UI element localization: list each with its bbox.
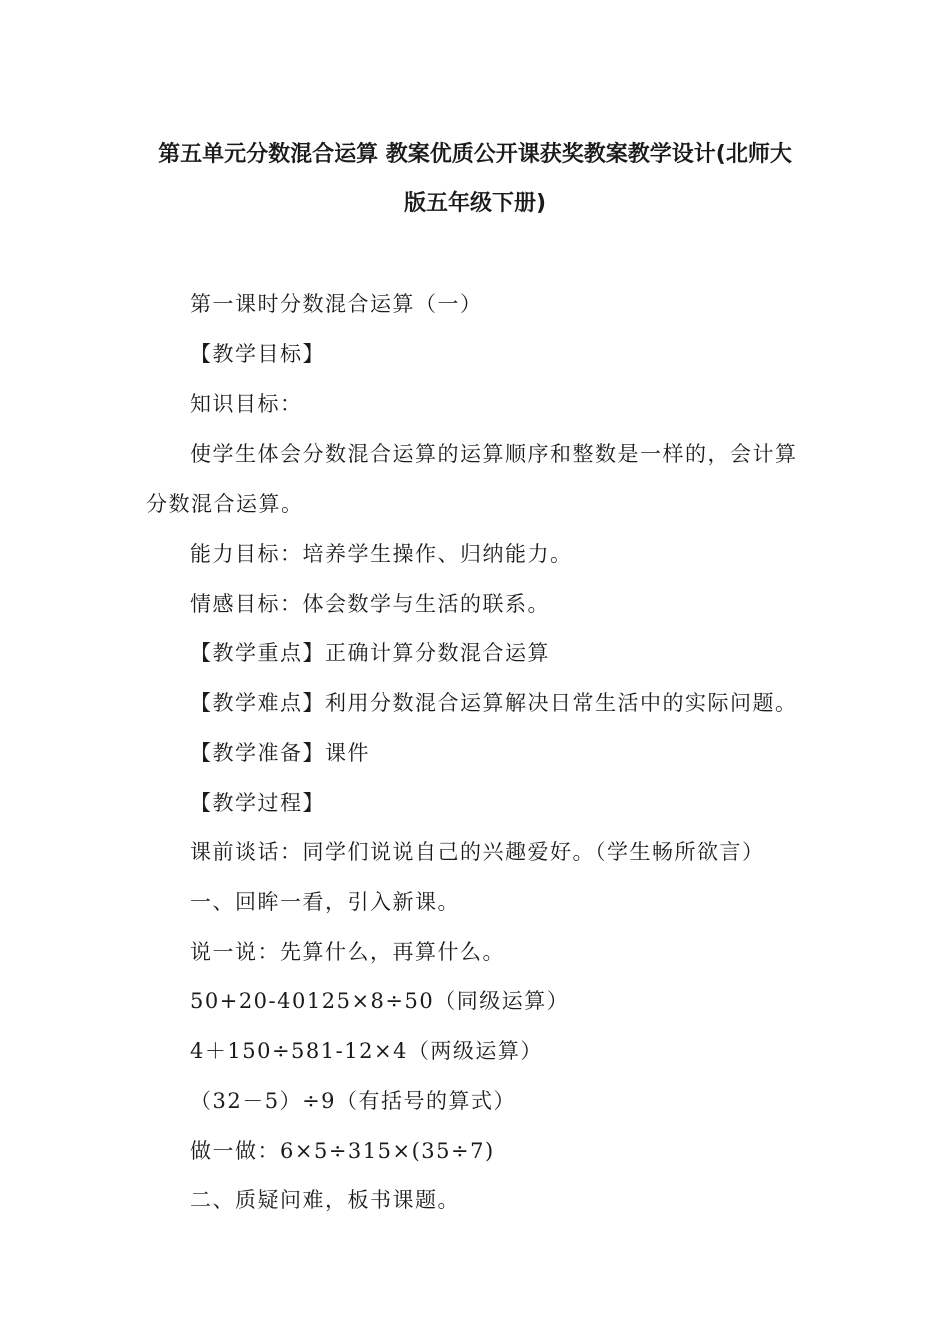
document-title-line-1: 第五单元分数混合运算 教案优质公开课获奖教案教学设计(北师大 [158, 142, 792, 167]
knowledge-goal-label: 知识目标： [190, 392, 303, 416]
document-title-line-2: 版五年级下册) [403, 191, 547, 216]
example-two-level: 4＋150÷581-12×4（两级运算） [190, 1039, 543, 1063]
practice-exercise: 做一做：6×5÷315×(35÷7) [190, 1139, 495, 1163]
example-brackets: （32－5）÷9（有括号的算式） [190, 1089, 517, 1113]
ability-goal: 能力目标：培养学生操作、归纳能力。 [190, 542, 573, 566]
pre-class-talk: 课前谈话：同学们说说自己的兴趣爱好。（学生畅所欲言） [190, 840, 765, 864]
teaching-focus: 【教学重点】正确计算分数混合运算 [190, 641, 550, 665]
example-same-level: 50+20-40125×8÷50（同级运算） [190, 989, 570, 1013]
teaching-difficulty: 【教学难点】利用分数混合运算解决日常生活中的实际问题。 [190, 691, 798, 715]
section-teaching-process: 【教学过程】 [190, 791, 325, 815]
step-one-heading: 一、回眸一看，引入新课。 [190, 890, 460, 914]
knowledge-goal-text: 使学生体会分数混合运算的运算顺序和整数是一样的，会计算 [190, 442, 798, 466]
lesson-heading: 第一课时分数混合运算（一） [190, 292, 483, 316]
emotion-goal: 情感目标：体会数学与生活的联系。 [190, 592, 550, 616]
say-prompt: 说一说：先算什么，再算什么。 [190, 940, 505, 964]
section-teaching-goals: 【教学目标】 [190, 342, 325, 366]
knowledge-goal-text-cont: 分数混合运算。 [146, 492, 304, 516]
step-two-heading: 二、质疑问难，板书课题。 [190, 1188, 460, 1212]
teaching-preparation: 【教学准备】课件 [190, 741, 370, 765]
